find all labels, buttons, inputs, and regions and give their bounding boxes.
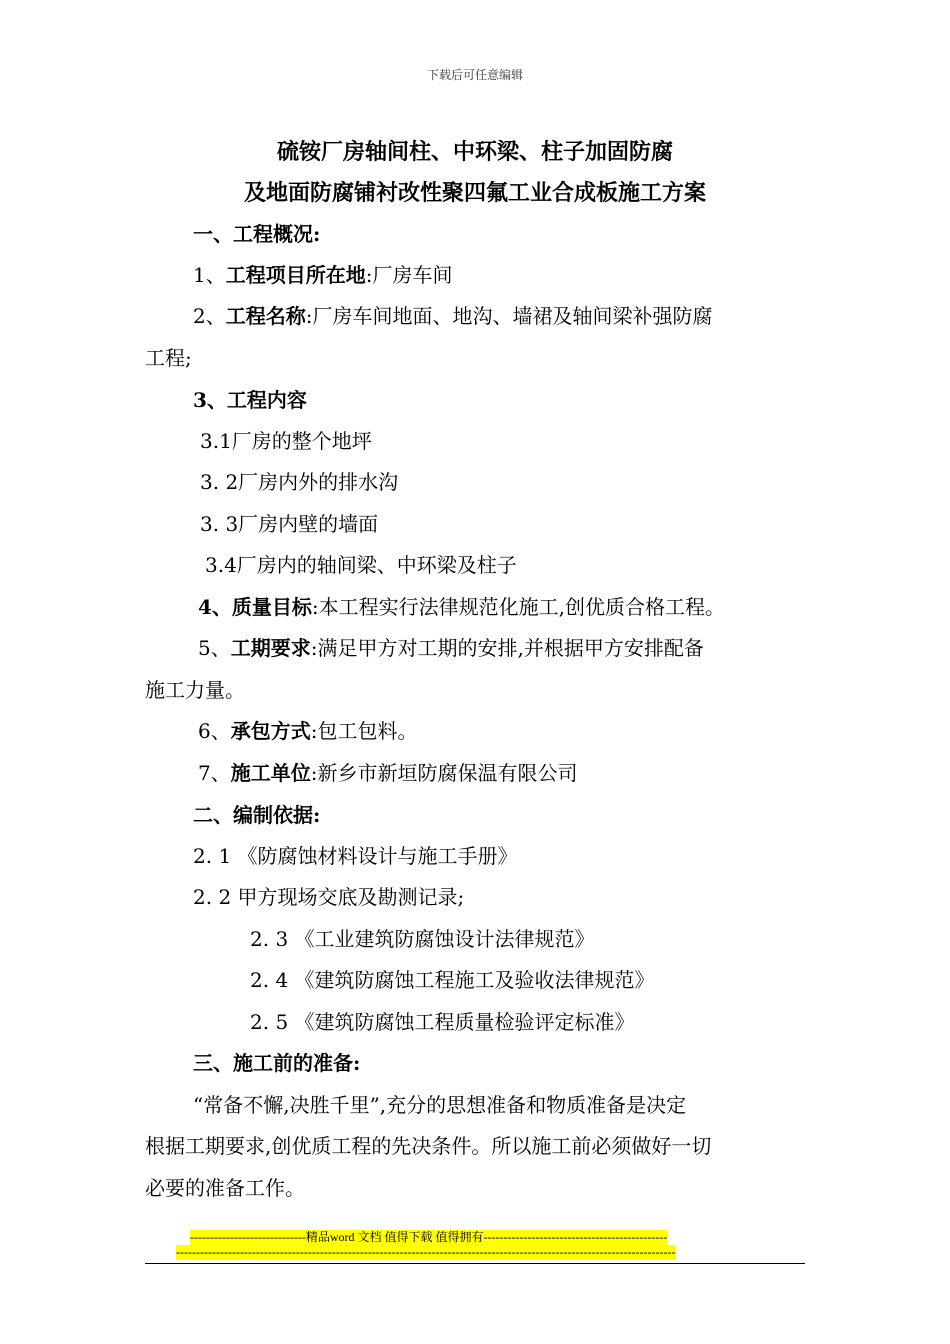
item5 xyxy=(198,632,704,661)
item7-num: 7、 xyxy=(198,761,231,785)
ref-item-1: 2. 1 《防腐蚀材料设计与施工手册》 xyxy=(193,844,518,868)
item2-continuation: 工程; xyxy=(145,346,192,370)
footer-banner-line2: ----------------------------------------------------------------------------------------------------------------------------- xyxy=(176,1245,676,1259)
item5-label: 工期要求 xyxy=(230,636,311,660)
item1-num: 1、 xyxy=(193,263,226,287)
item1 xyxy=(193,259,452,288)
page-header: 下载后可任意编辑 xyxy=(426,68,523,82)
para-line-2: 根据工期要求,创优质工程的先决条件。所以施工前必须做好一切 xyxy=(145,1134,712,1158)
section1-heading: 一、工程概况: xyxy=(193,222,321,246)
item2-value: :厂房车间地面、地沟、墙裙及轴间梁补强防腐 xyxy=(305,304,713,328)
item6-value: :包工包料。 xyxy=(310,719,418,743)
item5-num: 5、 xyxy=(198,636,231,660)
item5-continuation: 施工力量。 xyxy=(145,678,245,702)
ref-item-5: 2. 5 《建筑防腐蚀工程质量检验评定标准》 xyxy=(250,1010,635,1034)
item2-num: 2、 xyxy=(193,304,226,328)
sub-item-1: 3.1厂房的整个地坪 xyxy=(200,429,372,453)
item4 xyxy=(198,591,725,620)
ref-item-4: 2. 4 《建筑防腐蚀工程施工及验收法律规范》 xyxy=(250,968,655,992)
item6-label: 承包方式 xyxy=(230,719,311,743)
item3-heading: 3、工程内容 xyxy=(193,388,307,412)
item4-label: 质量目标 xyxy=(231,595,312,619)
sub-item-4: 3.4厂房内的轴间梁、中环梁及柱子 xyxy=(205,553,517,577)
item7 xyxy=(198,757,577,786)
item6-num: 6、 xyxy=(198,719,231,743)
item7-label: 施工单位 xyxy=(230,761,311,785)
section2-heading: 二、编制依据: xyxy=(193,803,321,827)
sub-item-3: 3. 3厂房内壁的墙面 xyxy=(200,512,379,536)
doc-title-line1: 硫铵厂房轴间柱、中环梁、柱子加固防腐 xyxy=(276,139,673,165)
footer-rule xyxy=(145,1263,805,1264)
item2 xyxy=(193,300,712,329)
item7-value: :新乡市新垣防腐保温有限公司 xyxy=(310,761,578,785)
ref-item-2: 2. 2 甲方现场交底及勘测记录; xyxy=(193,885,465,909)
section3-heading: 三、施工前的准备: xyxy=(193,1051,361,1075)
item2-label: 工程名称 xyxy=(225,304,306,328)
sub-item-2: 3. 2厂房内外的排水沟 xyxy=(200,470,399,494)
item4-num: 4、 xyxy=(198,595,232,619)
ref-item-3: 2. 3 《工业建筑防腐蚀设计法律规范》 xyxy=(250,927,595,951)
item4-value: :本工程实行法律规范化施工,创优质合格工程。 xyxy=(311,595,726,619)
para-line-1: “常备不懈,决胜千里”,充分的思想准备和物质准备是决定 xyxy=(193,1093,687,1117)
item1-label: 工程项目所在地 xyxy=(225,263,366,287)
item6 xyxy=(198,715,417,744)
footer-banner-line1: -----------------------------精品word 文档 值得下载 值得拥有---------------------------------------------- xyxy=(190,1230,668,1244)
para-line-3: 必要的准备工作。 xyxy=(145,1176,305,1200)
doc-title-line2: 及地面防腐铺衬改性聚四氟工业合成板施工方案 xyxy=(243,180,706,206)
item5-value: :满足甲方对工期的安排,并根据甲方安排配备 xyxy=(310,636,704,660)
item1-value: :厂房车间 xyxy=(365,263,453,287)
